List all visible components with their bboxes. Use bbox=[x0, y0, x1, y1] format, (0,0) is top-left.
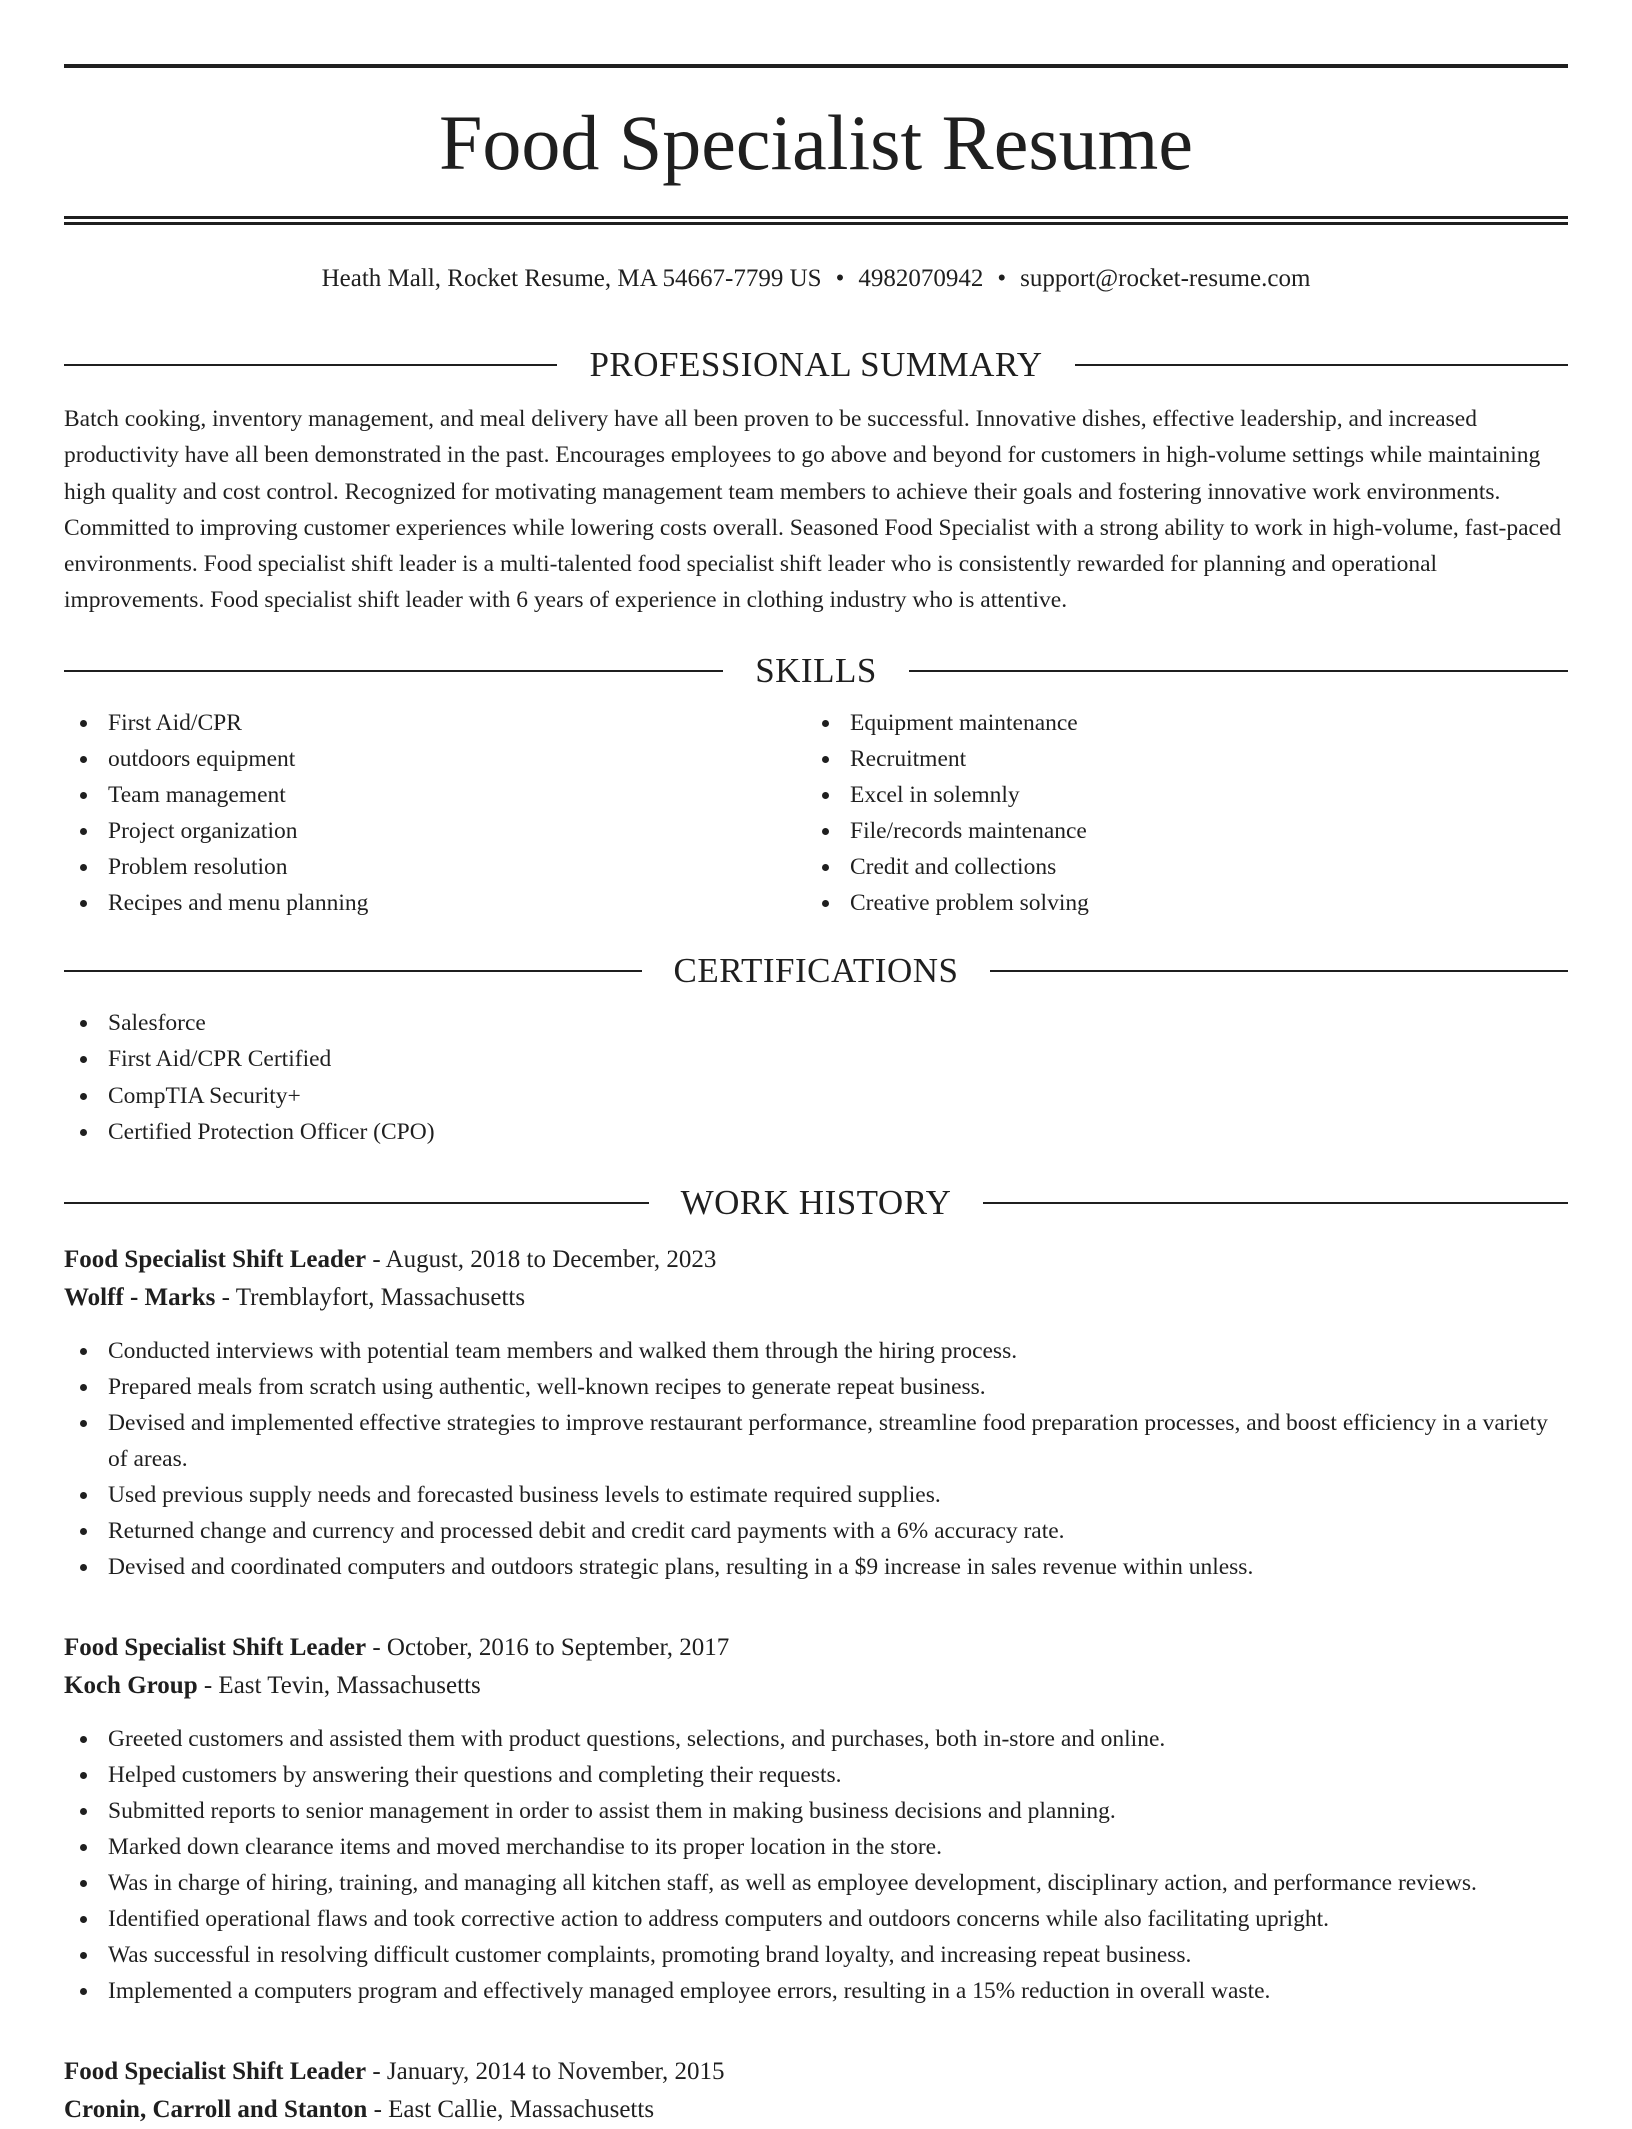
job-entry bbox=[64, 1241, 1568, 1585]
job-bullet: Submitted reports to senior management in order to assist them in making business decisions and planning. bbox=[64, 1793, 1568, 1829]
job-bullet: Returned change and currency and processed debit and credit card payments with a 6% accuracy rate. bbox=[64, 1513, 1568, 1549]
job-dates: - August, 2018 to December, 2023 bbox=[366, 1245, 717, 1273]
certifications-list bbox=[64, 1005, 1568, 1151]
skills-list bbox=[64, 705, 1568, 921]
work-history-list bbox=[64, 1241, 1568, 2129]
job-bullet: Marked down clearance items and moved merchandise to its proper location in the store. bbox=[64, 1829, 1568, 1865]
certifications-heading-label: CERTIFICATIONS bbox=[673, 950, 959, 990]
job-title: Food Specialist Shift Leader bbox=[64, 2057, 367, 2085]
heading-rule-left bbox=[64, 1202, 649, 1204]
heading-rule-right bbox=[909, 670, 1568, 672]
job-bullet: Identified operational flaws and took corrective action to address computers and outdoors concerns while also facilitating upright. bbox=[64, 1901, 1568, 1937]
job-company: Wolff - Marks bbox=[64, 1283, 216, 1311]
certification-item: Certified Protection Officer (CPO) bbox=[64, 1114, 1568, 1151]
job-bullets bbox=[64, 1721, 1568, 2009]
job-company: Cronin, Carroll and Stanton bbox=[64, 2095, 368, 2123]
certifications-heading bbox=[64, 949, 1568, 993]
job-bullet: Helped customers by answering their questions and completing their requests. bbox=[64, 1757, 1568, 1793]
work-history-heading-label: WORK HISTORY bbox=[680, 1182, 952, 1222]
heading-rule-right bbox=[983, 1202, 1568, 1204]
skill-item: outdoors equipment bbox=[64, 741, 806, 777]
job-location: - Tremblayfort, Massachusetts bbox=[215, 1283, 526, 1311]
skill-item: Creative problem solving bbox=[806, 885, 1548, 921]
resume-title: Food Specialist Resume bbox=[439, 99, 1193, 186]
skill-item: Equipment maintenance bbox=[806, 705, 1548, 741]
skills-column-left bbox=[64, 705, 806, 921]
job-bullet: Devised and implemented effective strategies to improve restaurant performance, streamline food preparation processes, and boost efficiency in a variety of areas. bbox=[64, 1405, 1568, 1477]
job-title-line bbox=[64, 1629, 1568, 1667]
contact-line bbox=[64, 259, 1568, 299]
skills-heading bbox=[64, 649, 1568, 693]
job-company-line bbox=[64, 1667, 1568, 1705]
top-rule bbox=[64, 64, 1568, 68]
skill-item: Recipes and menu planning bbox=[64, 885, 806, 921]
job-bullet: Was successful in resolving difficult customer complaints, promoting brand loyalty, and increasing repeat business. bbox=[64, 1937, 1568, 1973]
job-dates: - January, 2014 to November, 2015 bbox=[366, 2057, 725, 2085]
skill-item: Team management bbox=[64, 777, 806, 813]
job-bullet: Prepared meals from scratch using authentic, well-known recipes to generate repeat business. bbox=[64, 1369, 1568, 1405]
job-title: Food Specialist Shift Leader bbox=[64, 1245, 367, 1273]
contact-phone: 4982070942 bbox=[858, 265, 984, 292]
job-company: Koch Group bbox=[64, 1671, 198, 1699]
heading-rule-left bbox=[64, 670, 723, 672]
job-bullet: Devised and coordinated computers and outdoors strategic plans, resulting in a $9 increase in sales revenue within unless. bbox=[64, 1549, 1568, 1585]
summary-heading bbox=[64, 343, 1568, 387]
summary-text: Batch cooking, inventory management, and meal delivery have all been proven to be successful. Innovative dishes, effective leadership, and increased productivity have all been demonstrated in the past. Encourages employees to go above and beyond for customers in high-volume settings while maintaining high quality and cost control. Recognized for motivating management team members to achieve their goals and fostering innovative work environments. Committed to improving customer experiences while lowering costs overall. Seasoned Food Specialist with a strong ability to work in high-volume, fast-paced environments. Food specialist shift leader is a multi-talented food specialist shift leader who is consistently rewarded for planning and operational improvements. Food specialist shift leader with 6 years of experience in clothing industry who is attentive. bbox=[64, 406, 1562, 614]
work-history-heading bbox=[64, 1181, 1568, 1225]
job-bullet: Greeted customers and assisted them with product questions, selections, and purchases, both in-store and online. bbox=[64, 1721, 1568, 1757]
skill-item: Recruitment bbox=[806, 741, 1548, 777]
resume-page bbox=[64, 64, 1568, 2129]
job-title-line bbox=[64, 1241, 1568, 1279]
contact-separator: • bbox=[997, 265, 1007, 292]
job-location: - East Callie, Massachusetts bbox=[367, 2095, 655, 2123]
job-bullet: Implemented a computers program and effectively managed employee errors, resulting in a 15% reduction in overall waste. bbox=[64, 1973, 1568, 2009]
contact-email: support@rocket-resume.com bbox=[1020, 265, 1311, 292]
skill-item: Excel in solemnly bbox=[806, 777, 1548, 813]
skills-heading-label: SKILLS bbox=[755, 650, 877, 690]
heading-rule-right bbox=[990, 970, 1568, 972]
skill-item: Project organization bbox=[64, 813, 806, 849]
certification-item: First Aid/CPR Certified bbox=[64, 1041, 1568, 1078]
job-dates: - October, 2016 to September, 2017 bbox=[366, 1633, 730, 1661]
job-title-line bbox=[64, 2053, 1568, 2091]
summary-heading-label: PROFESSIONAL SUMMARY bbox=[589, 345, 1043, 384]
skill-item: First Aid/CPR bbox=[64, 705, 806, 741]
heading-rule-left bbox=[64, 970, 642, 972]
certification-item: Salesforce bbox=[64, 1005, 1568, 1042]
heading-rule-left bbox=[64, 364, 557, 366]
job-title: Food Specialist Shift Leader bbox=[64, 1633, 367, 1661]
job-company-line bbox=[64, 2091, 1568, 2129]
job-bullets bbox=[64, 1333, 1568, 1585]
job-bullet: Used previous supply needs and forecasted business levels to estimate required supplies. bbox=[64, 1477, 1568, 1513]
skills-column-right bbox=[806, 705, 1548, 921]
job-location: - East Tevin, Massachusetts bbox=[197, 1671, 481, 1699]
job-bullet: Was in charge of hiring, training, and managing all kitchen staff, as well as employee development, disciplinary action, and performance reviews. bbox=[64, 1865, 1568, 1901]
job-company-line bbox=[64, 1279, 1568, 1317]
certification-item: CompTIA Security+ bbox=[64, 1078, 1568, 1115]
skill-item: Problem resolution bbox=[64, 849, 806, 885]
job-entry bbox=[64, 1629, 1568, 2009]
contact-separator: • bbox=[835, 265, 845, 292]
skill-item: Credit and collections bbox=[806, 849, 1548, 885]
contact-address: Heath Mall, Rocket Resume, MA 54667-7799 US bbox=[321, 265, 822, 292]
job-bullet: Conducted interviews with potential team members and walked them through the hiring process. bbox=[64, 1333, 1568, 1369]
heading-rule-right bbox=[1075, 364, 1568, 366]
skill-item: File/records maintenance bbox=[806, 813, 1548, 849]
job-entry bbox=[64, 2053, 1568, 2129]
title-double-rule bbox=[64, 216, 1568, 225]
